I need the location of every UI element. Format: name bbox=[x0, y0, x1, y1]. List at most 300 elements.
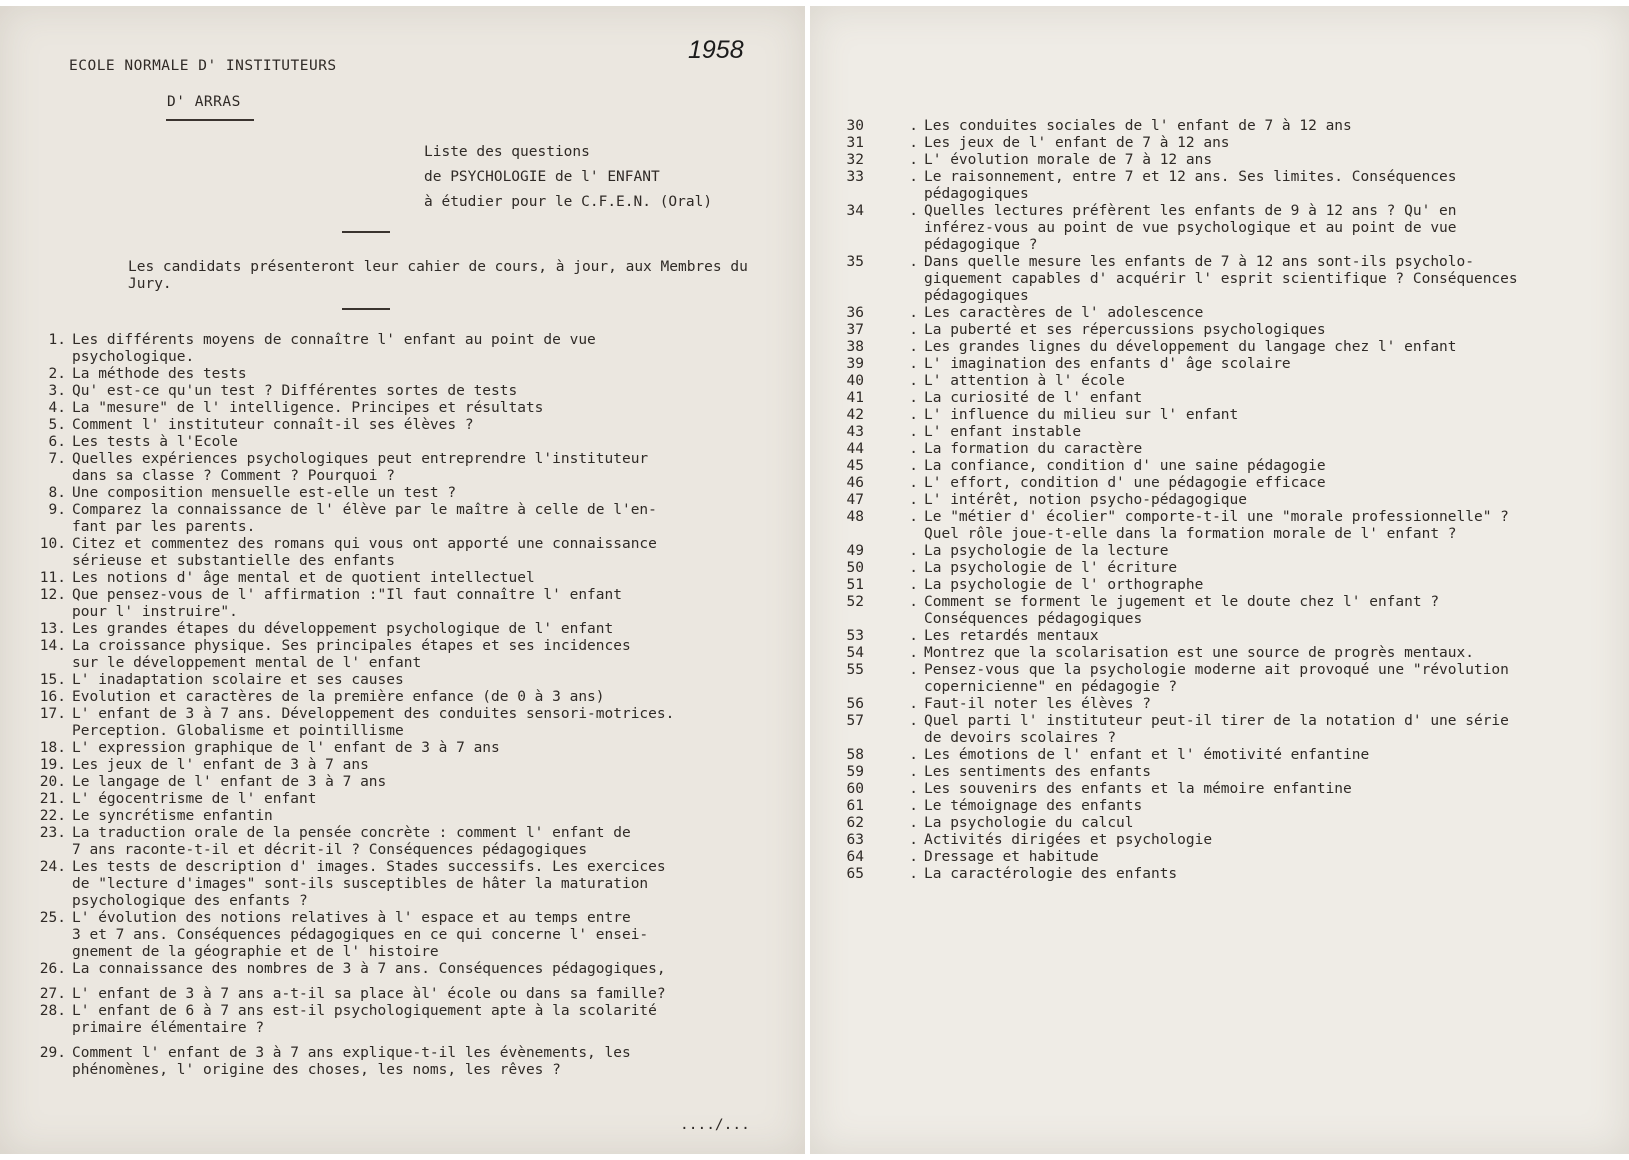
bullet-dot: . bbox=[909, 254, 918, 270]
question-line bbox=[32, 961, 674, 978]
question-line bbox=[32, 876, 674, 893]
left-page bbox=[0, 6, 805, 1154]
question-number bbox=[32, 553, 66, 570]
question-line bbox=[32, 468, 674, 485]
question-line bbox=[32, 740, 674, 757]
underline-rule bbox=[166, 119, 254, 121]
question-text: Le raisonnement, entre 7 et 12 ans. Ses limites. Conséquences bbox=[924, 169, 1457, 185]
question-line bbox=[32, 944, 674, 961]
question-text: L' évolution des notions relatives à l' espace et au temps entre bbox=[72, 910, 631, 926]
question-text: Les différents moyens de connaître l' enfant au point de vue bbox=[72, 332, 596, 348]
question-number: 56 bbox=[846, 696, 864, 712]
question-number bbox=[32, 893, 66, 910]
question-line bbox=[830, 849, 1518, 866]
question-line bbox=[830, 815, 1518, 832]
question-text: inférez-vous au point de vue psychologique et au point de vue bbox=[924, 220, 1457, 236]
bullet-dot: . bbox=[909, 509, 918, 525]
bullet-dot: . bbox=[909, 798, 918, 814]
question-number: 11. bbox=[39, 570, 66, 586]
bullet-dot: . bbox=[909, 560, 918, 576]
bullet-dot bbox=[864, 730, 924, 747]
question-text: Le syncrétisme enfantin bbox=[72, 808, 273, 824]
question-text: L' influence du milieu sur l' enfant bbox=[924, 407, 1239, 423]
question-text: L' imagination des enfants d' âge scolaire bbox=[924, 356, 1291, 372]
question-number: 40 bbox=[846, 373, 864, 389]
question-number: 13. bbox=[39, 621, 66, 637]
question-number bbox=[32, 1020, 66, 1037]
question-text: 7 ans raconte-t-il et décrit-il ? Conséquences pédagogiques bbox=[72, 842, 588, 858]
question-number: 20. bbox=[39, 774, 66, 790]
title-line: de PSYCHOLOGIE de l' ENFANT bbox=[424, 169, 660, 185]
question-line bbox=[830, 169, 1518, 186]
question-line bbox=[830, 203, 1518, 220]
question-number bbox=[32, 519, 66, 536]
question-text: Evolution et caractères de la première enfance (de 0 à 3 ans) bbox=[72, 689, 605, 705]
school-city: D' ARRAS bbox=[167, 94, 241, 110]
question-number: 39 bbox=[846, 356, 864, 372]
question-list-left bbox=[32, 332, 674, 1079]
question-text: L' intérêt, notion psycho-pédagogique bbox=[924, 492, 1248, 508]
bullet-dot: . bbox=[909, 662, 918, 678]
right-page bbox=[810, 6, 1629, 1154]
question-line bbox=[32, 604, 674, 621]
question-number: 63 bbox=[846, 832, 864, 848]
question-text: La psychologie de la lecture bbox=[924, 543, 1169, 559]
question-line bbox=[830, 679, 1518, 696]
question-text: pédagogiques bbox=[924, 288, 1029, 304]
question-line bbox=[830, 611, 1518, 628]
question-text: L' effort, condition d' une pédagogie efficace bbox=[924, 475, 1326, 491]
question-text: Les émotions de l' enfant et l' émotivité enfantine bbox=[924, 747, 1370, 763]
question-number: 18. bbox=[39, 740, 66, 756]
question-number bbox=[830, 288, 864, 305]
question-line bbox=[830, 118, 1518, 135]
bullet-dot: . bbox=[909, 152, 918, 168]
question-text: psychologique des enfants ? bbox=[72, 893, 308, 909]
question-number bbox=[830, 186, 864, 203]
question-line bbox=[32, 986, 674, 1003]
bullet-dot: . bbox=[909, 849, 918, 865]
question-number bbox=[32, 604, 66, 621]
question-number: 10. bbox=[39, 536, 66, 552]
question-number: 37 bbox=[846, 322, 864, 338]
question-text: La puberté et ses répercussions psychologiques bbox=[924, 322, 1326, 338]
question-text: Les sentiments des enfants bbox=[924, 764, 1151, 780]
question-text: Qu' est-ce qu'un test ? Différentes sortes de tests bbox=[72, 383, 518, 399]
question-line bbox=[830, 577, 1518, 594]
divider bbox=[342, 231, 390, 233]
bullet-dot: . bbox=[909, 866, 918, 882]
question-text: Comment l' enfant de 3 à 7 ans explique-t-il les évènements, les bbox=[72, 1045, 631, 1061]
bullet-dot: . bbox=[909, 356, 918, 372]
bullet-dot: . bbox=[909, 475, 918, 491]
question-number: 47 bbox=[846, 492, 864, 508]
question-number: 9. bbox=[48, 502, 66, 518]
question-number bbox=[830, 730, 864, 747]
question-line bbox=[830, 475, 1518, 492]
question-text: giquement capables d' acquérir l' esprit scientifique ? Conséquences bbox=[924, 271, 1518, 287]
question-line bbox=[32, 349, 674, 366]
question-text: L' enfant de 6 à 7 ans est-il psychologiquement apte à la scolarité bbox=[72, 1003, 657, 1019]
question-line bbox=[32, 859, 674, 876]
question-text: de devoirs scolaires ? bbox=[924, 730, 1117, 746]
question-number: 42 bbox=[846, 407, 864, 423]
question-number: 31 bbox=[846, 135, 864, 151]
question-text: La "mesure" de l' intelligence. Principes et résultats bbox=[72, 400, 544, 416]
question-text: copernicienne" en pédagogie ? bbox=[924, 679, 1178, 695]
bullet-dot: . bbox=[909, 407, 918, 423]
question-line bbox=[32, 553, 674, 570]
question-number: 14. bbox=[39, 638, 66, 654]
question-line bbox=[32, 502, 674, 519]
question-line bbox=[830, 662, 1518, 679]
question-text: La formation du caractère bbox=[924, 441, 1143, 457]
question-number: 44 bbox=[846, 441, 864, 457]
question-number bbox=[32, 723, 66, 740]
bullet-dot: . bbox=[909, 832, 918, 848]
bullet-dot bbox=[864, 611, 924, 628]
question-line bbox=[32, 1045, 674, 1062]
spacer bbox=[32, 978, 674, 986]
question-line bbox=[32, 842, 674, 859]
question-text: Dans quelle mesure les enfants de 7 à 12 ans sont-ils psycholo- bbox=[924, 254, 1474, 270]
question-text: Les jeux de l' enfant de 3 à 7 ans bbox=[72, 757, 369, 773]
bullet-dot bbox=[864, 526, 924, 543]
question-text: fant par les parents. bbox=[72, 519, 256, 535]
question-text: pour l' instruire". bbox=[72, 604, 238, 620]
divider bbox=[342, 308, 390, 310]
question-line bbox=[32, 1020, 674, 1037]
question-text: La croissance physique. Ses principales étapes et ses incidences bbox=[72, 638, 631, 654]
question-text: Les souvenirs des enfants et la mémoire enfantine bbox=[924, 781, 1352, 797]
question-number: 8. bbox=[48, 485, 66, 501]
question-text: Montrez que la scolarisation est une source de progrès mentaux. bbox=[924, 645, 1474, 661]
question-number: 16. bbox=[39, 689, 66, 705]
question-line bbox=[32, 655, 674, 672]
question-line bbox=[32, 1062, 674, 1079]
question-text: La curiosité de l' enfant bbox=[924, 390, 1143, 406]
question-line bbox=[32, 570, 674, 587]
question-text: Le témoignage des enfants bbox=[924, 798, 1143, 814]
question-text: L' enfant de 3 à 7 ans a-t-il sa place àl' école ou dans sa famille? bbox=[72, 986, 666, 1002]
bullet-dot: . bbox=[909, 118, 918, 134]
question-line bbox=[32, 383, 674, 400]
bullet-dot: . bbox=[909, 339, 918, 355]
question-line bbox=[830, 730, 1518, 747]
question-line bbox=[32, 689, 674, 706]
document-title bbox=[424, 140, 712, 215]
question-number bbox=[830, 220, 864, 237]
question-line bbox=[32, 417, 674, 434]
question-line bbox=[32, 1003, 674, 1020]
question-number: 55 bbox=[846, 662, 864, 678]
bullet-dot bbox=[864, 186, 924, 203]
title-line: Liste des questions bbox=[424, 144, 590, 160]
bullet-dot: . bbox=[909, 135, 918, 151]
question-line bbox=[830, 237, 1518, 254]
bullet-dot bbox=[864, 220, 924, 237]
question-text: Les retardés mentaux bbox=[924, 628, 1099, 644]
question-line bbox=[32, 757, 674, 774]
question-text: Pensez-vous que la psychologie moderne ait provoqué une "révolution bbox=[924, 662, 1509, 678]
question-line bbox=[32, 587, 674, 604]
bullet-dot: . bbox=[909, 543, 918, 559]
bullet-dot: . bbox=[909, 203, 918, 219]
question-text: Activités dirigées et psychologie bbox=[924, 832, 1213, 848]
question-number: 50 bbox=[846, 560, 864, 576]
question-number: 46 bbox=[846, 475, 864, 491]
question-text: Le langage de l' enfant de 3 à 7 ans bbox=[72, 774, 387, 790]
question-text: Comparez la connaissance de l' élève par le maître à celle de l'en- bbox=[72, 502, 657, 518]
question-text: Le "métier d' écolier" comporte-t-il une "morale professionnelle" ? bbox=[924, 509, 1509, 525]
question-number: 7. bbox=[48, 451, 66, 467]
question-line bbox=[830, 560, 1518, 577]
question-line bbox=[830, 356, 1518, 373]
question-line bbox=[830, 645, 1518, 662]
question-line bbox=[830, 135, 1518, 152]
question-text: Faut-il noter les élèves ? bbox=[924, 696, 1151, 712]
question-number: 19. bbox=[39, 757, 66, 773]
question-text: Les conduites sociales de l' enfant de 7 à 12 ans bbox=[924, 118, 1352, 134]
bullet-dot: . bbox=[909, 322, 918, 338]
question-line bbox=[830, 628, 1518, 645]
bullet-dot: . bbox=[909, 373, 918, 389]
question-number: 25. bbox=[39, 910, 66, 926]
question-text: Dressage et habitude bbox=[924, 849, 1099, 865]
question-number: 26. bbox=[39, 961, 66, 977]
question-number: 4. bbox=[48, 400, 66, 416]
question-line bbox=[830, 696, 1518, 713]
question-line bbox=[32, 774, 674, 791]
question-text: sérieuse et substantielle des enfants bbox=[72, 553, 396, 569]
question-number: 24. bbox=[39, 859, 66, 875]
year-annotation: 1958 bbox=[688, 36, 744, 64]
question-text: Que pensez-vous de l' affirmation :"Il faut connaître l' enfant bbox=[72, 587, 622, 603]
question-text: La psychologie de l' orthographe bbox=[924, 577, 1204, 593]
bullet-dot: . bbox=[909, 764, 918, 780]
question-list-right bbox=[830, 118, 1518, 883]
question-text: La psychologie du calcul bbox=[924, 815, 1134, 831]
question-text: Perception. Globalisme et pointillisme bbox=[72, 723, 404, 739]
question-line bbox=[830, 322, 1518, 339]
title-line: à étudier pour le C.F.E.N. (Oral) bbox=[424, 194, 713, 210]
bullet-dot: . bbox=[909, 577, 918, 593]
bullet-dot: . bbox=[909, 390, 918, 406]
question-text: L' attention à l' école bbox=[924, 373, 1125, 389]
question-number: 59 bbox=[846, 764, 864, 780]
question-number: 23. bbox=[39, 825, 66, 841]
bullet-dot bbox=[864, 271, 924, 288]
question-number bbox=[32, 655, 66, 672]
question-line bbox=[830, 781, 1518, 798]
question-number: 60 bbox=[846, 781, 864, 797]
question-text: La connaissance des nombres de 3 à 7 ans. Conséquences pédagogiques, bbox=[72, 961, 666, 977]
question-number: 22. bbox=[39, 808, 66, 824]
question-line bbox=[32, 451, 674, 468]
question-number bbox=[830, 526, 864, 543]
question-number: 58 bbox=[846, 747, 864, 763]
question-line bbox=[830, 832, 1518, 849]
question-line bbox=[32, 519, 674, 536]
question-text: L' inadaptation scolaire et ses causes bbox=[72, 672, 404, 688]
question-line bbox=[32, 927, 674, 944]
question-number: 41 bbox=[846, 390, 864, 406]
question-text: primaire élémentaire ? bbox=[72, 1020, 265, 1036]
question-number: 12. bbox=[39, 587, 66, 603]
question-number: 33 bbox=[846, 169, 864, 185]
bullet-dot: . bbox=[909, 492, 918, 508]
question-number: 57 bbox=[846, 713, 864, 729]
question-line bbox=[32, 621, 674, 638]
question-line bbox=[32, 791, 674, 808]
question-line bbox=[830, 220, 1518, 237]
question-number: 27. bbox=[39, 986, 66, 1002]
question-number: 17. bbox=[39, 706, 66, 722]
bullet-dot bbox=[864, 237, 924, 254]
question-line bbox=[32, 910, 674, 927]
question-number: 29. bbox=[39, 1045, 66, 1061]
question-line bbox=[32, 400, 674, 417]
question-line bbox=[830, 373, 1518, 390]
question-number: 64 bbox=[846, 849, 864, 865]
question-number bbox=[32, 944, 66, 961]
question-number: 5. bbox=[48, 417, 66, 433]
question-line bbox=[830, 271, 1518, 288]
question-line bbox=[830, 339, 1518, 356]
bullet-dot: . bbox=[909, 594, 918, 610]
question-number bbox=[830, 271, 864, 288]
question-line bbox=[830, 798, 1518, 815]
question-line bbox=[32, 434, 674, 451]
question-number bbox=[32, 842, 66, 859]
question-line bbox=[830, 747, 1518, 764]
question-text: Les grandes lignes du développement du langage chez l' enfant bbox=[924, 339, 1457, 355]
bullet-dot: . bbox=[909, 696, 918, 712]
question-text: 3 et 7 ans. Conséquences pédagogiques en ce qui concerne l' ensei- bbox=[72, 927, 649, 943]
question-line bbox=[32, 808, 674, 825]
question-line bbox=[830, 492, 1518, 509]
question-line bbox=[830, 390, 1518, 407]
question-line bbox=[830, 526, 1518, 543]
question-line bbox=[830, 288, 1518, 305]
question-line bbox=[32, 536, 674, 553]
question-text: Quelles expériences psychologiques peut entreprendre l'instituteur bbox=[72, 451, 649, 467]
question-number: 62 bbox=[846, 815, 864, 831]
question-text: psychologique. bbox=[72, 349, 195, 365]
question-number: 34 bbox=[846, 203, 864, 219]
bullet-dot bbox=[864, 288, 924, 305]
bullet-dot: . bbox=[909, 713, 918, 729]
question-number: 61 bbox=[846, 798, 864, 814]
candidate-notice: Les candidats présenteront leur cahier de cours, à jour, aux Membres du Jury. bbox=[128, 259, 748, 292]
question-text: Les caractères de l' adolescence bbox=[924, 305, 1204, 321]
question-number: 38 bbox=[846, 339, 864, 355]
bullet-dot: . bbox=[909, 169, 918, 185]
question-text: L' enfant instable bbox=[924, 424, 1082, 440]
question-number bbox=[32, 876, 66, 893]
question-line bbox=[830, 254, 1518, 271]
question-line bbox=[830, 407, 1518, 424]
question-line bbox=[32, 366, 674, 383]
question-text: Comment se forment le jugement et le doute chez l' enfant ? bbox=[924, 594, 1440, 610]
question-number: 1. bbox=[48, 332, 66, 348]
question-line bbox=[32, 332, 674, 349]
question-number bbox=[830, 237, 864, 254]
question-text: Les tests à l'Ecole bbox=[72, 434, 238, 450]
question-number: 45 bbox=[846, 458, 864, 474]
question-text: Quel rôle joue-t-elle dans la formation morale de l' enfant ? bbox=[924, 526, 1457, 542]
question-number: 32 bbox=[846, 152, 864, 168]
question-number: 51 bbox=[846, 577, 864, 593]
question-text: Les tests de description d' images. Stades successifs. Les exercices bbox=[72, 859, 666, 875]
question-text: de "lecture d'images" sont-ils susceptibles de hâter la maturation bbox=[72, 876, 649, 892]
question-line bbox=[830, 594, 1518, 611]
question-text: Quel parti l' instituteur peut-il tirer de la notation d' une série bbox=[924, 713, 1509, 729]
question-text: dans sa classe ? Comment ? Pourquoi ? bbox=[72, 468, 396, 484]
question-number: 2. bbox=[48, 366, 66, 382]
question-number: 3. bbox=[48, 383, 66, 399]
question-text: La confiance, condition d' une saine pédagogie bbox=[924, 458, 1326, 474]
question-number bbox=[32, 349, 66, 366]
question-number: 48 bbox=[846, 509, 864, 525]
question-number: 65 bbox=[846, 866, 864, 882]
bullet-dot: . bbox=[909, 424, 918, 440]
question-line bbox=[830, 764, 1518, 781]
question-line bbox=[32, 706, 674, 723]
question-number bbox=[830, 679, 864, 696]
question-number: 43 bbox=[846, 424, 864, 440]
question-line bbox=[830, 713, 1518, 730]
question-text: gnement de la géographie et de l' histoire bbox=[72, 944, 439, 960]
spacer bbox=[32, 1037, 674, 1045]
question-number: 49 bbox=[846, 543, 864, 559]
question-number bbox=[32, 927, 66, 944]
question-number: 21. bbox=[39, 791, 66, 807]
question-text: L' égocentrisme de l' enfant bbox=[72, 791, 317, 807]
question-text: Comment l' instituteur connaît-il ses élèves ? bbox=[72, 417, 474, 433]
bullet-dot: . bbox=[909, 781, 918, 797]
question-text: Une composition mensuelle est-elle un test ? bbox=[72, 485, 457, 501]
bullet-dot: . bbox=[909, 628, 918, 644]
question-text: pédagogiques bbox=[924, 186, 1029, 202]
question-text: Quelles lectures préfèrent les enfants de 9 à 12 ans ? Qu' en bbox=[924, 203, 1457, 219]
question-text: La méthode des tests bbox=[72, 366, 247, 382]
question-number: 35 bbox=[846, 254, 864, 270]
school-name: ECOLE NORMALE D' INSTITUTEURS bbox=[69, 58, 337, 74]
question-line bbox=[830, 543, 1518, 560]
question-text: Les jeux de l' enfant de 7 à 12 ans bbox=[924, 135, 1230, 151]
continued-marker: ..../... bbox=[680, 1117, 750, 1133]
question-text: Les notions d' âge mental et de quotient intellectuel bbox=[72, 570, 535, 586]
question-number: 6. bbox=[48, 434, 66, 450]
question-text: La caractérologie des enfants bbox=[924, 866, 1178, 882]
bullet-dot: . bbox=[909, 305, 918, 321]
question-text: L' évolution morale de 7 à 12 ans bbox=[924, 152, 1213, 168]
bullet-dot: . bbox=[909, 458, 918, 474]
question-number bbox=[830, 611, 864, 628]
question-number: 53 bbox=[846, 628, 864, 644]
question-text: La psychologie de l' écriture bbox=[924, 560, 1178, 576]
question-line bbox=[830, 458, 1518, 475]
question-number: 15. bbox=[39, 672, 66, 688]
question-line bbox=[32, 672, 674, 689]
question-text: L' enfant de 3 à 7 ans. Développement des conduites sensori-motrices. bbox=[72, 706, 675, 722]
question-line bbox=[830, 186, 1518, 203]
question-text: La traduction orale de la pensée concrète : comment l' enfant de bbox=[72, 825, 631, 841]
question-line bbox=[32, 485, 674, 502]
question-line bbox=[830, 441, 1518, 458]
question-number bbox=[32, 1062, 66, 1079]
